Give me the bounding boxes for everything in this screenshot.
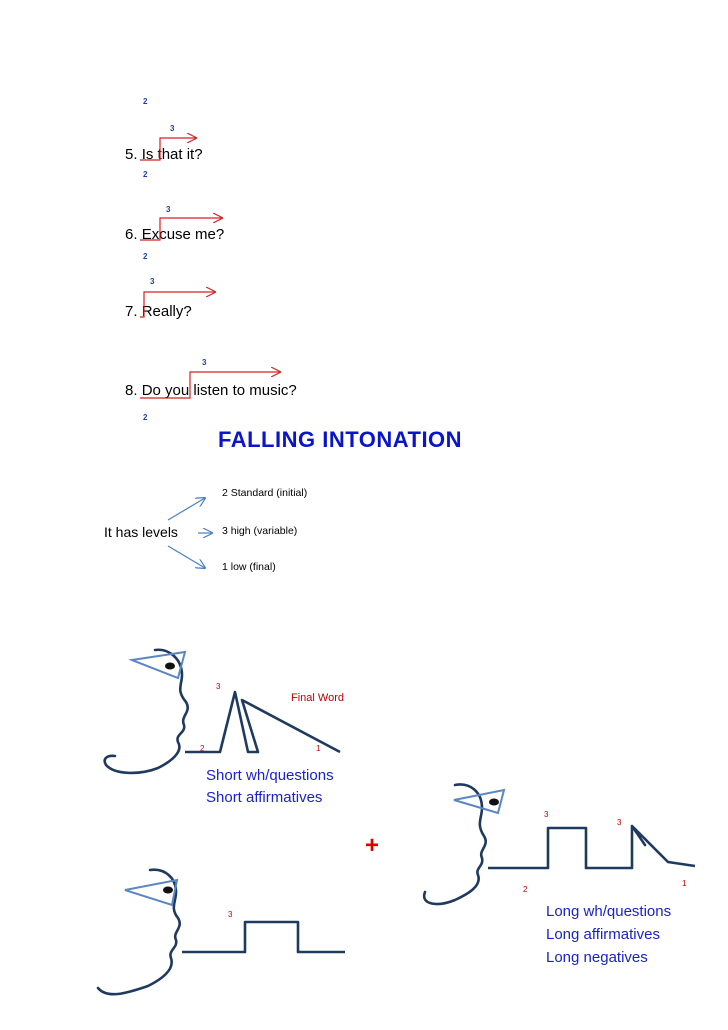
level-3-label: 3 xyxy=(170,124,175,133)
level-standard: 2 Standard (initial) xyxy=(222,487,308,499)
level-2-label: 2 xyxy=(143,170,148,179)
pitch-2-label: 2 xyxy=(200,744,205,753)
level-2-label: 2 xyxy=(143,413,148,422)
intonation-arrow-7 xyxy=(140,292,215,317)
pitch-1-label: 1 xyxy=(316,744,321,753)
question-number: 6. xyxy=(125,226,138,243)
intonation-arrow-6 xyxy=(140,218,222,240)
pitch-3-label: 3 xyxy=(228,910,233,919)
branch-arrow-up xyxy=(168,498,205,520)
label-short-wh: Short wh/questions xyxy=(206,767,334,784)
question-number: 8. xyxy=(125,382,138,399)
level-3-label: 3 xyxy=(202,358,207,367)
question-text: Is that it? xyxy=(141,146,203,163)
level-low: 1 low (final) xyxy=(222,561,276,573)
label-long-wh: Long wh/questions xyxy=(546,903,672,920)
level-2-label: 2 xyxy=(143,252,148,261)
face-profile-1 xyxy=(105,650,188,773)
question-number: 5. xyxy=(125,146,138,163)
falling-contour-1 xyxy=(185,692,340,752)
branch-arrow-down xyxy=(168,546,205,568)
intonation-arrow-8 xyxy=(140,372,280,398)
question-text: Do you listen to music? xyxy=(141,382,297,399)
plus-sign: + xyxy=(365,832,380,859)
has-levels-label: It has levels xyxy=(104,524,178,540)
question-text: Excuse me? xyxy=(141,226,225,243)
final-word-label: Final Word xyxy=(291,692,344,704)
level-3-label: 3 xyxy=(150,277,155,286)
falling-contour-2 xyxy=(488,826,695,868)
question-number: 7. xyxy=(125,303,138,320)
pitch-1-label: 1 xyxy=(682,879,687,888)
level-high: 3 high (variable) xyxy=(222,525,298,537)
eye-icon xyxy=(132,652,185,678)
label-short-affirmatives: Short affirmatives xyxy=(206,789,323,806)
label-long-affirmatives: Long affirmatives xyxy=(546,926,660,943)
section-title: FALLING INTONATION xyxy=(218,427,463,452)
level-2-label: 2 xyxy=(143,97,148,106)
question-text: Really? xyxy=(141,303,192,320)
pitch-3-label: 3 xyxy=(216,682,221,691)
pitch-3-label: 3 xyxy=(617,818,622,827)
level-3-label: 3 xyxy=(166,205,171,214)
intonation-arrow-5 xyxy=(140,138,196,160)
pitch-2-label: 2 xyxy=(523,885,528,894)
face-profile-2 xyxy=(424,784,486,904)
falling-contour-3 xyxy=(182,922,345,952)
label-long-negatives: Long negatives xyxy=(546,949,648,966)
pitch-3-label: 3 xyxy=(544,810,549,819)
